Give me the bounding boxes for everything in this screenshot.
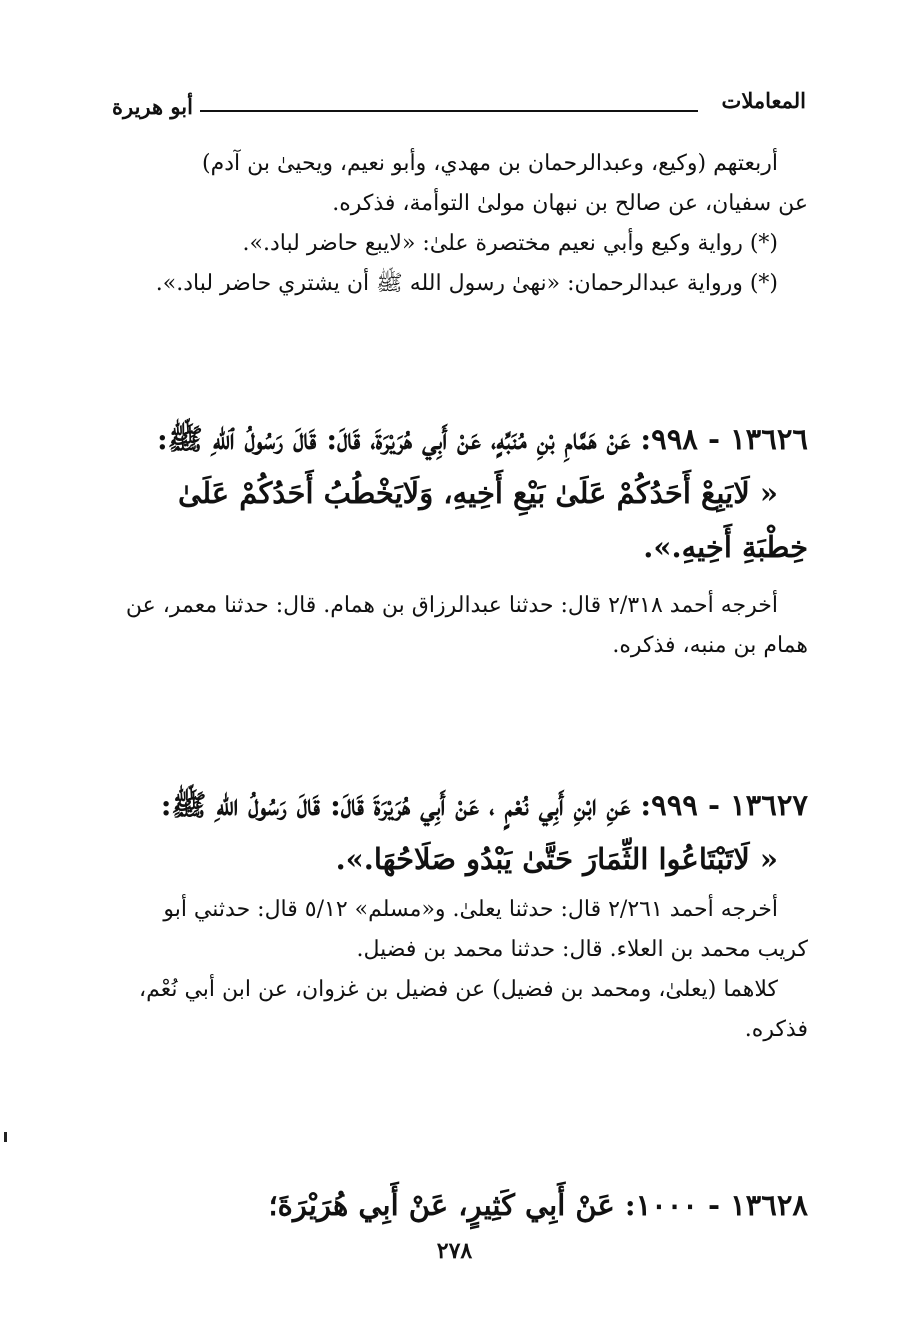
hadith-998 — [110, 412, 808, 666]
page-number: ٢٧٨ — [436, 1238, 473, 1264]
hadith-heading: ١٣٦٢٦ - ٩٩٨: عَنْ هَمَّامِ بْنِ مُنَبِّهٍ، عَنْ أَبِي هُرَيْرَةَ، قَالَ: قَالَ رَسُولُ ٱللهِ ﷺ: — [156, 422, 808, 456]
intro-line: عن سفيان، عن صالح بن نبهان مولىٰ التوأمة، فذكره. — [332, 191, 808, 216]
narration-note: (*) ورواية عبدالرحمان: «نهىٰ رسول الله ﷺ أن يشتري حاضر لباد.». — [155, 271, 778, 296]
hadith-heading: ١٣٦٢٧ - ٩٩٩: عَنِ ابْنِ أَبِي نُعْمٍ ، عَنْ أَبِي هُرَيْرَةَ قَالَ: قَالَ رَسُولُ اللهِ ﷺ: — [160, 788, 808, 822]
hadith-text: « لَاتَبْتَاعُوا الثِّمَارَ حَتَّىٰ يَبْدُو صَلَاحُهَا.». — [335, 842, 778, 876]
hadith-heading: ١٣٦٢٨ - ١٠٠٠: عَنْ أَبِي كَثِيرٍ، عَنْ أَبِي هُرَيْرَةَ؛ — [268, 1188, 808, 1222]
hadith-999 — [110, 778, 808, 1050]
running-header — [112, 88, 806, 128]
intro-line: أربعتهم (وكيع، وعبدالرحمان بن مهدي، وأبو نعيم، ويحيىٰ بن آدم) — [202, 151, 778, 176]
intro-section — [110, 144, 808, 304]
narration-note: (*) رواية وكيع وأبي نعيم مختصرة علىٰ: «لايبع حاضر لباد.». — [242, 231, 778, 256]
chapter-title: المعاملات — [721, 88, 806, 113]
header-rule — [200, 110, 698, 112]
takhrij-text: أخرجه أحمد ٢/٣١٨ قال: حدثنا عبدالرزاق بن همام. قال: حدثنا معمر، عن همام بن منبه، فذكره. — [125, 593, 808, 658]
hadith-1000 — [110, 1178, 808, 1232]
hadith-text: « لَايَبِعْ أَحَدُكُمْ عَلَىٰ بَيْعِ أَخِيهِ، وَلَايَخْطُبُ أَحَدُكُمْ عَلَىٰ خِطْبَةِ أَخِيهِ.». — [178, 476, 808, 564]
narrator-title: أبو هريرة — [112, 94, 193, 119]
takhrij-text: أخرجه أحمد ٢/٢٦١ قال: حدثنا يعلىٰ. و«مسلم» ٥/١٢ قال: حدثني أبو كريب محمد بن العلاء. قال: حدثنا محمد بن فضيل. — [163, 897, 808, 962]
margin-mark — [4, 1132, 7, 1142]
takhrij-summary: كلاهما (يعلىٰ، ومحمد بن فضيل) عن فضيل بن غزوان، عن ابن أبي نُعْم، فذكره. — [139, 977, 808, 1042]
